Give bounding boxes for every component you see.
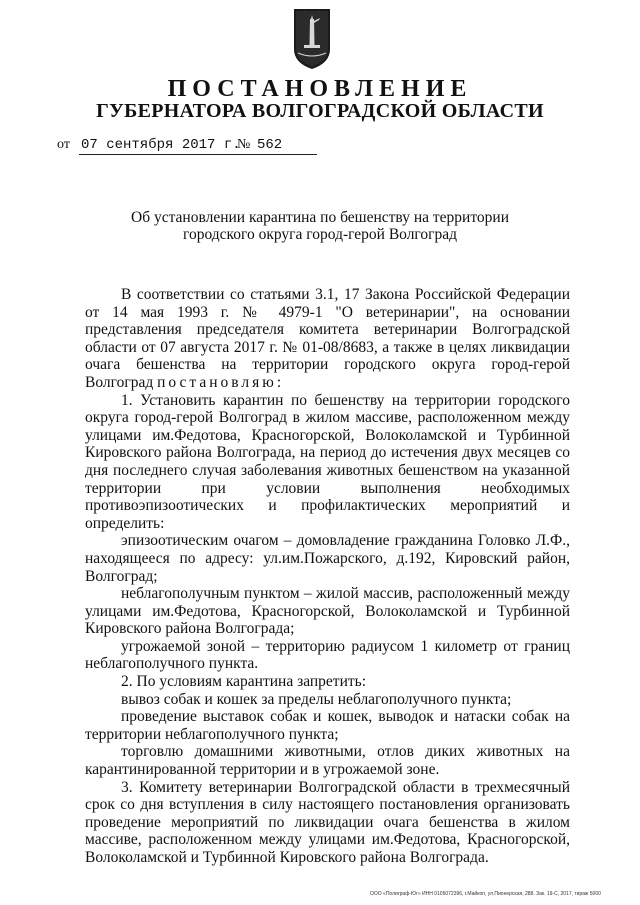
preamble-text: В соответствии со статьями 3.1, 17 Закона Российской Федерации от 14 мая 1993 г. № 4979-1 "О ветеринарии", на основании представления председателя комитета ветеринарии Волгоградской области от 07 августа 2017 г. № 01-08/8683, а также в целях ликвидации очага бешенства на территории городского округа город-герой Волгоград: [85, 286, 570, 391]
paragraph-3: 3. Комитету ветеринарии Волгоградской области в трехмесячный срок со дня вступления в силу настоящего постановления организовать проведение мероприятий по ликвидации очага бешенства в жилом массиве, расположенном между улицами им.Федотова, Красногорской, Волоколамской и Турбинной Кировского района Волгограда.: [85, 778, 570, 866]
number-prefix: №: [237, 137, 251, 152]
printer-imprint: ООО «Полиграф-Юг» ИНН 0105072396, г.Майкоп, ул.Пионерская, 288. Зак. 19-С, 2017, тираж 5000: [370, 891, 601, 897]
number-field: 562: [253, 137, 317, 155]
date-number-line: [57, 137, 283, 153]
document-subject: [80, 209, 560, 243]
paragraph-1c: угрожаемой зоной – территорию радиусом 1 километр от границ неблагополучного пункта.: [85, 637, 570, 673]
document-body: [85, 286, 570, 867]
paragraph-2c: торговлю домашними животными, отлов диких животных на карантинированной территории и в угрожаемой зоне.: [85, 743, 570, 779]
document-subtitle: ГУБЕРНАТОРА ВОЛГОГРАДСКОЙ ОБЛАСТИ: [96, 100, 544, 122]
decree-word: постановляю:: [157, 373, 285, 391]
subject-line-2: городского округа город-герой Волгоград: [182, 226, 458, 243]
paragraph-2b: проведение выставок собак и кошек, выводок и натаски собак на территории неблагополучного пункта;: [85, 708, 570, 743]
paragraph-1b: неблагополучным пунктом – жилой массив, расположенный между улицами им.Федотова, Красногорской, Волоколамской и Турбинной Кировского района Волгограда;: [85, 585, 570, 638]
paragraph-2a: вывоз собак и кошек за пределы неблагополучного пункта;: [121, 690, 512, 708]
document-title: ПОСТАНОВЛЕНИЕ: [167, 76, 473, 102]
preamble-paragraph: [85, 286, 570, 392]
paragraph-1: 1. Установить карантин по бешенству на территории городского округа город-герой Волгоград в жилом массиве, расположенном между улицами им.Федотова, Красногорской, Волоколамской и Турбинной Кировского района Волгограда, на период до истечения двух месяцев со дня последнего случая заболевания животных бешенством на указанной территории при условии выполнения необходимых противоэпизоотических и профилактических мероприятий и определить:: [85, 391, 570, 532]
coat-of-arms-icon: [290, 5, 334, 71]
date-field: 07 сентября 2017 г.: [79, 137, 277, 155]
date-prefix: от: [57, 137, 70, 152]
subject-line-1: Об установлении карантина по бешенству на территории: [131, 209, 509, 226]
paragraph-2: 2. По условиям карантина запретить:: [121, 673, 367, 691]
paragraph-1a: эпизоотическим очагом – домовладение гражданина Головко Л.Ф., находящееся по адресу: ул.им.Пожарского, д.192, Кировский район, Волгоград;: [85, 532, 570, 585]
